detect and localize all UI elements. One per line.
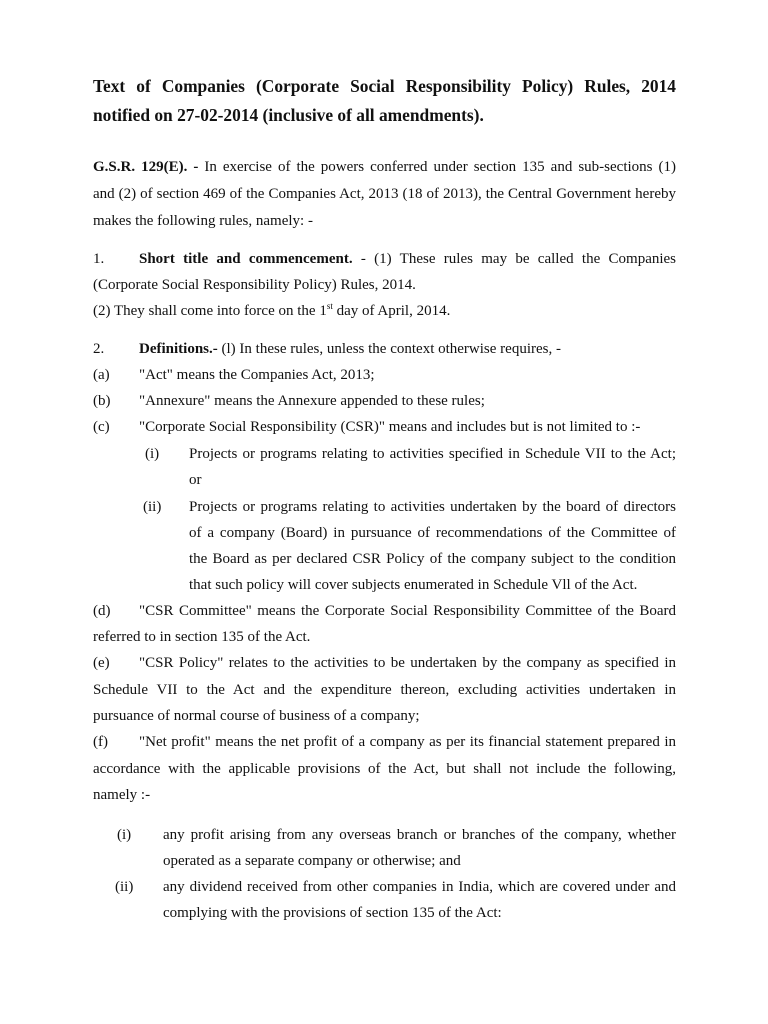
clause-c-text: "Corporate Social Responsibility (CSR)" means and includes but is not limited to :- (139, 419, 641, 435)
rule-1-line-1: Short title and commencement. - (1) These rules may be called the Companies (139, 251, 677, 267)
rule-1-number: 1. (93, 251, 105, 267)
clause-b-label: (b) (93, 393, 111, 409)
clause-f-i-line-1: any profit arising from any overseas branch or branches of the company, whether (163, 827, 676, 843)
rule-1-line-2: (Corporate Social Responsibility Policy) Rules, 2014. (93, 277, 416, 293)
clause-c-label: (c) (93, 419, 110, 435)
title-line-2: notified on 27-02-2014 (inclusive of all amendments). (93, 105, 484, 125)
title-line-1: Text of Companies (Corporate Social Responsibility Policy) Rules, 2014 (93, 76, 676, 96)
clause-d-line-1: "CSR Committee" means the Corporate Social Responsibility Committee of the Board (139, 603, 676, 619)
clause-a-text: "Act" means the Companies Act, 2013; (139, 367, 375, 383)
clause-f-ii-label: (ii) (115, 879, 134, 895)
rule-2-number: 2. (93, 341, 105, 357)
clause-e-label: (e) (93, 655, 110, 671)
clause-e-line-2: Schedule VII to the Act and the expenditure thereon, excluding activities undertaken in (93, 682, 676, 698)
clause-c-ii-line-2: of a company (Board) in pursuance of recommendations of the Committee of (189, 525, 676, 541)
clause-c-ii-label: (ii) (143, 499, 162, 515)
clause-c-ii-line-3: the Board as per declared CSR Policy of the company subject to the condition (189, 551, 676, 567)
clause-f-ii-line-1: any dividend received from other companies in India, which are covered under and (163, 879, 676, 895)
clause-c-i-line-1: Projects or programs relating to activities specified in Schedule VII to the Act; (189, 446, 676, 462)
gsr-reference: G.S.R. 129(E). - (93, 159, 199, 175)
clause-c-ii-line-4: that such policy will cover subjects enumerated in Schedule Vll of the Act. (189, 577, 638, 593)
clause-e-line-1: "CSR Policy" relates to the activities to be undertaken by the company as specified in (139, 655, 676, 671)
clause-a-label: (a) (93, 367, 110, 383)
clause-f-label: (f) (93, 734, 108, 750)
preamble-line-3: makes the following rules, namely: - (93, 213, 313, 229)
rule-2-line-1: Definitions.- (l) In these rules, unless the context otherwise requires, - (139, 341, 561, 357)
preamble-line-1: G.S.R. 129(E). - In exercise of the powers conferred under section 135 and sub-sections (1) (93, 159, 676, 175)
clause-e-line-3: pursuance of normal course of business of a company; (93, 708, 420, 724)
clause-b-text: "Annexure" means the Annexure appended to these rules; (139, 393, 485, 409)
rule-2-heading: Definitions.- (139, 341, 218, 357)
rule-1-heading: Short title and commencement. (139, 251, 353, 267)
preamble-line-2: and (2) of section 469 of the Companies Act, 2013 (18 of 2013), the Central Government hereby (93, 186, 676, 202)
clause-f-i-label: (i) (117, 827, 132, 843)
clause-f-line-1: "Net profit" means the net profit of a company as per its financial statement prepared in (139, 734, 676, 750)
clause-f-ii-line-2: complying with the provisions of section 135 of the Act: (163, 905, 502, 921)
clause-c-i-label: (i) (145, 446, 160, 462)
clause-f-line-2: accordance with the applicable provisions of the Act, but shall not include the following, (93, 761, 676, 777)
clause-c-i-line-2: or (189, 472, 202, 488)
rule-1-line-3: (2) They shall come into force on the 1st day of April, 2014. (93, 301, 451, 319)
clause-d-label: (d) (93, 603, 111, 619)
clause-f-i-line-2: operated as a separate company or otherwise; and (163, 853, 461, 869)
clause-f-line-3: namely :- (93, 787, 151, 803)
document-title (93, 72, 676, 130)
clause-c-ii-line-1: Projects or programs relating to activities undertaken by the board of directors (189, 499, 676, 515)
clause-d-line-2: referred to in section 135 of the Act. (93, 629, 311, 645)
